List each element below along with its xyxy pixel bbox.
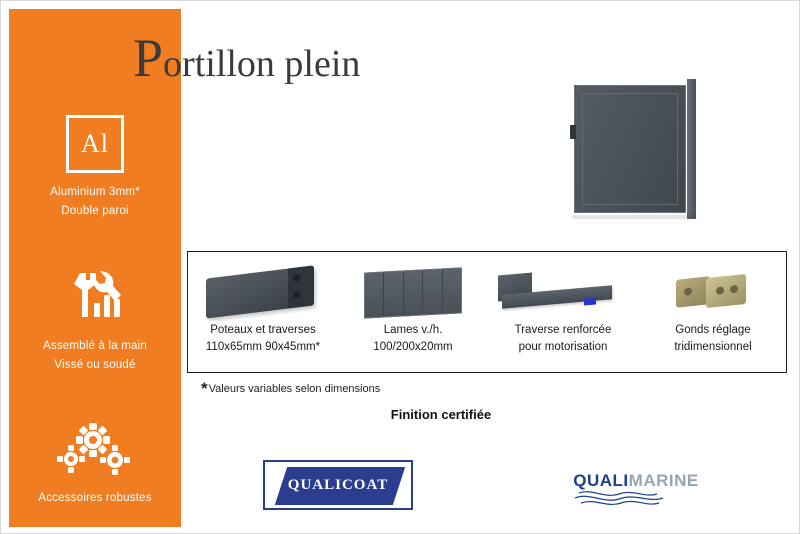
gears-icon (9, 419, 181, 483)
crossbar-led (584, 297, 596, 305)
sidebar-caption-line: Aluminium 3mm* (50, 186, 140, 198)
post-profile-hole (293, 274, 300, 282)
gate-post-right (687, 79, 696, 219)
post-profile-hole (293, 291, 300, 299)
hinge-hole (716, 286, 724, 295)
gate-hinge (570, 125, 576, 139)
component-label-line: tridimensionnel (674, 341, 752, 353)
component-label-line: Lames v./h. (383, 324, 443, 336)
hinge-image (638, 260, 788, 322)
finition-label: Finition certifiée (390, 407, 492, 422)
qualimarine-wave-icon (561, 489, 711, 511)
sidebar-caption-line: Accessoires robustes (38, 492, 152, 504)
gate-inner-frame (582, 93, 678, 205)
footnote-star: * (201, 379, 208, 398)
footnote-text: Valeurs variables selon dimensions (208, 383, 381, 395)
component-label-line: Poteaux et traverses (210, 324, 316, 336)
slats-image (338, 260, 488, 322)
hinge-plate-right (706, 274, 746, 308)
component-item (488, 252, 638, 372)
component-label-line: Gonds réglage (675, 324, 751, 336)
qualimarine-logo (561, 471, 711, 511)
slat (423, 269, 442, 314)
hinge-hole (730, 285, 738, 294)
sidebar-block-accessories (9, 419, 181, 508)
qualimarine-logo-suffix: MARINE (628, 471, 699, 490)
component-label-line: pour motorisation (518, 341, 608, 353)
component-label-line: 110x65mm 90x45mm* (205, 341, 321, 353)
sidebar-block-assembly (9, 267, 181, 375)
slat (384, 271, 403, 316)
slat (404, 270, 423, 315)
qualimarine-logo-text-row (561, 471, 711, 491)
sidebar-block-material (9, 115, 181, 221)
qualicoat-logo-text: QUALICOAT (287, 476, 389, 493)
component-item (338, 252, 488, 372)
gate-image (570, 79, 698, 219)
components-panel (187, 251, 787, 373)
tools-icon (9, 267, 181, 331)
hinge-hole (684, 287, 692, 296)
slat (443, 268, 461, 313)
finition-heading (1, 407, 800, 422)
gate-panel (574, 85, 686, 213)
component-item (188, 252, 338, 372)
page-title-rest: ortillon plein (163, 43, 361, 85)
footnote (201, 379, 380, 399)
reinforced-crossbar-image (488, 260, 638, 322)
page-title (133, 28, 361, 91)
sidebar-caption-line: Double paroi (61, 205, 129, 217)
al-material-icon-label: Al (81, 129, 109, 158)
page-title-capital: P (133, 28, 164, 88)
component-item (638, 252, 788, 372)
sidebar-caption-line: Assemblé à la main (43, 340, 147, 352)
hinge-plate-left (676, 276, 710, 308)
post-profile-face (288, 265, 314, 308)
component-label-line: 100/200x20mm (373, 341, 453, 353)
gate-shadow (572, 215, 694, 219)
hinge-body (676, 276, 748, 308)
al-material-icon (66, 115, 124, 173)
slats-body (364, 267, 462, 318)
post-profile-image (188, 260, 338, 322)
sidebar-caption-line: Vissé ou soudé (54, 359, 136, 371)
post-profile-body (206, 265, 314, 318)
qualimarine-logo-prefix: QUALI (573, 471, 629, 490)
slat (365, 272, 384, 317)
component-label-line: Traverse renforcée (514, 324, 612, 336)
qualicoat-logo (263, 460, 413, 510)
